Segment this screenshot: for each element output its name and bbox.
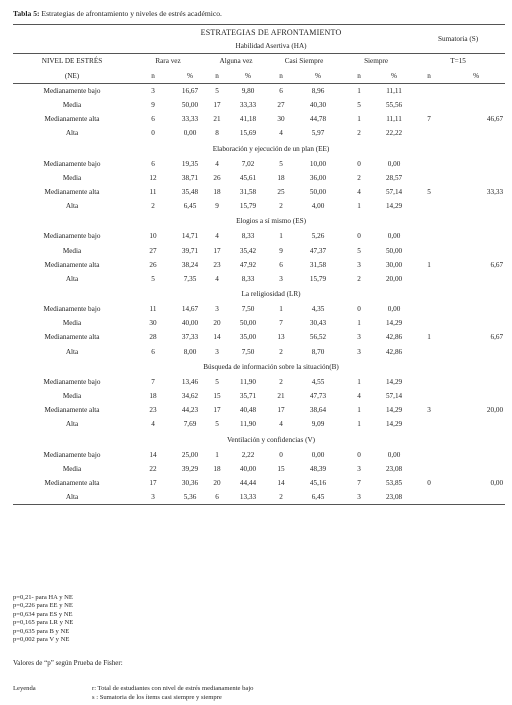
cell-n: 14 — [277, 478, 285, 487]
legend-line: s : Sumatoria de los ítems casi siempre y siempre — [92, 693, 222, 701]
cell-n: 6 — [215, 493, 219, 502]
table-row — [13, 462, 505, 476]
cell-n: 6 — [151, 159, 155, 168]
table-row — [13, 403, 505, 417]
n-header: n — [279, 71, 283, 80]
n-header: n — [357, 71, 361, 80]
cell-pct: 35,42 — [239, 246, 257, 255]
row-level: Alta — [65, 202, 79, 211]
cell-n: 0 — [279, 450, 283, 459]
section-title-row — [13, 141, 505, 157]
cell-pct: 40,00 — [181, 319, 199, 328]
cell-n: 1 — [357, 406, 361, 415]
table-row — [13, 199, 505, 213]
group-header: Casi Siempre — [284, 57, 324, 66]
legend-text — [92, 685, 253, 702]
table-row — [13, 126, 505, 140]
cell-pct: 30,00 — [385, 260, 403, 269]
cell-n: 17 — [213, 101, 221, 110]
row-level: Medianamente alta — [44, 478, 100, 487]
row-level: Medianamente bajo — [43, 159, 101, 168]
cell-n: 9 — [151, 101, 155, 110]
cell-n: 17 — [213, 406, 221, 415]
cell-n: 1 — [279, 305, 283, 314]
table-row — [13, 272, 505, 286]
group-header: Rara vez — [155, 57, 181, 66]
cell-pct: 38,24 — [181, 260, 199, 269]
cell-pct: 50,00 — [181, 101, 199, 110]
section-title-row — [13, 359, 505, 375]
cell-pct: 30,43 — [309, 319, 327, 328]
p-value-note: p=0,226 para EE y NE — [13, 602, 73, 610]
cell-pct: 38,64 — [309, 406, 327, 415]
row-level: Alta — [65, 420, 79, 429]
cell-n: 6 — [279, 260, 283, 269]
cell-pct: 44,78 — [309, 115, 327, 124]
cell-n: 6 — [151, 347, 155, 356]
cell-n: 0 — [357, 450, 361, 459]
cell-n: 2 — [279, 202, 283, 211]
cell-pct: 5,36 — [183, 493, 197, 502]
cell-n: 2 — [357, 173, 361, 182]
cell-pct: 6,45 — [183, 202, 197, 211]
cell-n: 3 — [357, 260, 361, 269]
cell-n: 4 — [279, 129, 283, 138]
sum-pct: 6,67 — [490, 333, 504, 342]
cell-pct: 4,35 — [311, 305, 325, 314]
sum-n: 1 — [427, 260, 431, 269]
cell-pct: 8,33 — [241, 274, 255, 283]
p-value-note: p=0,002 para V y NE — [13, 636, 70, 644]
row-level: Media — [62, 246, 82, 255]
cell-n: 3 — [357, 347, 361, 356]
cell-n: 8 — [215, 129, 219, 138]
cell-n: 27 — [277, 101, 285, 110]
cell-pct: 39,29 — [181, 464, 199, 473]
sum-pct: 33,33 — [486, 187, 504, 196]
cell-n: 3 — [151, 86, 155, 95]
cell-pct: 0,00 — [387, 450, 401, 459]
table-row — [13, 417, 505, 431]
cell-pct: 14,29 — [385, 420, 403, 429]
cell-pct: 0,00 — [311, 450, 325, 459]
cell-n: 5 — [215, 86, 219, 95]
cell-pct: 0,00 — [387, 232, 401, 241]
cell-n: 7 — [279, 319, 283, 328]
cell-n: 2 — [279, 493, 283, 502]
main-title: ESTRATEGIAS DE AFRONTAMIENTO — [200, 27, 342, 37]
cell-n: 18 — [213, 464, 221, 473]
cell-n: 0 — [357, 305, 361, 314]
cell-pct: 14,29 — [385, 319, 403, 328]
pct-header: % — [187, 71, 193, 80]
cell-pct: 8,00 — [183, 347, 197, 356]
sum-n: 5 — [427, 187, 431, 196]
cell-n: 23 — [149, 406, 157, 415]
cell-pct: 33,33 — [239, 101, 257, 110]
cell-n: 15 — [277, 464, 285, 473]
cell-n: 15 — [213, 392, 221, 401]
row-level: Medianamente bajo — [43, 450, 101, 459]
cell-pct: 14,67 — [181, 305, 199, 314]
cell-pct: 4,55 — [311, 377, 325, 386]
table-row — [13, 345, 505, 359]
pct-header: % — [315, 71, 321, 80]
row-level: Media — [62, 101, 82, 110]
level-col-header: NIVEL DE ESTRÉS — [41, 57, 103, 66]
cell-n: 21 — [213, 115, 221, 124]
cell-n: 5 — [151, 274, 155, 283]
cell-n: 1 — [357, 202, 361, 211]
cell-pct: 50,00 — [385, 246, 403, 255]
n-header: n — [427, 71, 431, 80]
row-level: Media — [62, 319, 82, 328]
cell-pct: 19,35 — [181, 159, 199, 168]
sum-n: 3 — [427, 406, 431, 415]
cell-pct: 28,57 — [385, 173, 403, 182]
cell-n: 4 — [151, 420, 155, 429]
cell-n: 1 — [357, 420, 361, 429]
table-row — [13, 171, 505, 185]
cell-pct: 7,02 — [241, 159, 255, 168]
cell-n: 11 — [149, 187, 157, 196]
cell-pct: 44,23 — [181, 406, 199, 415]
cell-pct: 40,30 — [309, 101, 327, 110]
cell-pct: 11,90 — [240, 377, 256, 386]
row-level: Medianamente bajo — [43, 86, 101, 95]
table-row — [13, 258, 505, 272]
table-row — [13, 243, 505, 257]
row-level: Media — [62, 173, 82, 182]
cell-n: 5 — [215, 420, 219, 429]
cell-pct: 30,36 — [181, 478, 199, 487]
cell-pct: 2,22 — [241, 450, 255, 459]
cell-n: 3 — [215, 305, 219, 314]
group-header: Alguna vez — [219, 57, 253, 66]
table-row — [13, 375, 505, 389]
cell-pct: 57,14 — [385, 392, 403, 401]
section-title-row — [13, 213, 505, 229]
caption-text: Estrategias de afrontamiento y niveles de estrés académico. — [39, 9, 222, 18]
p-value-note: p=0,21- para HA y NE — [13, 594, 73, 601]
cell-n: 23 — [213, 260, 221, 269]
cell-n: 0 — [151, 129, 155, 138]
cell-n: 1 — [357, 86, 361, 95]
cell-n: 0 — [357, 232, 361, 241]
cell-n: 4 — [357, 392, 361, 401]
row-level: Alta — [65, 274, 79, 283]
cell-pct: 23,08 — [385, 464, 403, 473]
cell-pct: 57,14 — [385, 187, 403, 196]
cell-n: 18 — [277, 173, 285, 182]
table-row — [13, 302, 505, 316]
table-row — [13, 98, 505, 112]
cell-pct: 42,86 — [385, 333, 403, 342]
cell-n: 2 — [151, 202, 155, 211]
cell-pct: 7,50 — [241, 347, 255, 356]
cell-n: 4 — [279, 420, 283, 429]
row-level: Medianamente bajo — [43, 305, 101, 314]
row-level: Medianamente alta — [44, 260, 100, 269]
sum-pct: 20,00 — [486, 406, 504, 415]
sum-pct: 6,67 — [490, 260, 504, 269]
cell-n: 20 — [213, 478, 221, 487]
row-level: Alta — [65, 493, 79, 502]
n-header: n — [215, 71, 219, 80]
row-level: Medianamente alta — [44, 406, 100, 415]
table-row — [13, 316, 505, 330]
group-header: Siempre — [364, 57, 389, 66]
cell-pct: 0,00 — [387, 159, 401, 168]
cell-pct: 48,39 — [309, 464, 327, 473]
cell-pct: 40,00 — [239, 464, 257, 473]
cell-pct: 47,92 — [239, 260, 257, 269]
cell-pct: 7,35 — [183, 274, 197, 283]
section-title-first: Habilidad Asertiva (HA) — [235, 42, 307, 51]
row-level: Medianamente bajo — [43, 232, 101, 241]
cell-pct: 55,56 — [385, 101, 403, 110]
cell-pct: 39,71 — [181, 246, 199, 255]
row-level: Medianamente alta — [44, 333, 100, 342]
table-row — [13, 330, 505, 344]
cell-n: 1 — [357, 319, 361, 328]
pct-header: % — [391, 71, 398, 80]
table-row — [13, 476, 505, 490]
cell-n: 5 — [215, 377, 219, 386]
row-level: Media — [62, 392, 82, 401]
cell-n: 27 — [149, 246, 157, 255]
section-title-row — [13, 286, 505, 302]
cell-n: 26 — [149, 260, 157, 269]
p-value-note: p=0,165 para LR y NE — [13, 619, 74, 627]
cell-pct: 38,71 — [181, 173, 199, 182]
cell-pct: 0,00 — [183, 129, 197, 138]
cell-n: 4 — [357, 187, 361, 196]
cell-pct: 6,45 — [311, 493, 325, 502]
p-values-notes — [13, 594, 73, 644]
cell-n: 30 — [277, 115, 285, 124]
section-title: Elaboración y ejecución de un plan (EE) — [212, 144, 330, 153]
cell-pct: 33,33 — [181, 115, 199, 124]
cell-n: 2 — [279, 347, 283, 356]
n-header: n — [151, 71, 155, 80]
cell-n: 30 — [149, 319, 157, 328]
cell-pct: 41,18 — [239, 115, 257, 124]
cell-n: 17 — [213, 246, 221, 255]
cell-pct: 23,08 — [385, 493, 403, 502]
cell-pct: 15,79 — [309, 274, 327, 283]
table-row — [13, 448, 505, 462]
section-title: Elogios a sí mismo (ES) — [236, 217, 306, 226]
cell-pct: 47,73 — [309, 392, 327, 401]
row-level: Medianamente alta — [44, 187, 100, 196]
cell-n: 0 — [357, 159, 361, 168]
coping-stress-table — [13, 24, 505, 505]
sumatoria-header: Sumatoria (S) — [438, 35, 479, 44]
cell-pct: 56,52 — [309, 333, 327, 342]
table-row — [13, 185, 505, 199]
cell-pct: 11,90 — [240, 420, 256, 429]
cell-n: 6 — [151, 115, 155, 124]
cell-pct: 10,00 — [309, 159, 327, 168]
cell-n: 3 — [215, 347, 219, 356]
cell-n: 11 — [149, 305, 157, 314]
row-level: Medianamente bajo — [43, 377, 101, 386]
table-row — [13, 112, 505, 126]
cell-pct: 40,48 — [239, 406, 257, 415]
sum-n: 1 — [427, 333, 431, 342]
cell-pct: 14,71 — [181, 232, 199, 241]
cell-pct: 50,00 — [239, 319, 257, 328]
cell-pct: 5,26 — [311, 232, 325, 241]
cell-n: 13 — [277, 333, 285, 342]
cell-n: 17 — [277, 406, 285, 415]
cell-pct: 35,00 — [239, 333, 257, 342]
cell-n: 1 — [357, 377, 361, 386]
cell-n: 5 — [279, 159, 283, 168]
cell-n: 2 — [279, 377, 283, 386]
legend-label: Leyenda — [13, 685, 36, 692]
cell-pct: 8,33 — [241, 232, 255, 241]
cell-n: 22 — [149, 464, 157, 473]
table-row — [13, 490, 505, 505]
table-body — [13, 83, 505, 505]
cell-n: 5 — [357, 101, 361, 110]
cell-n: 28 — [149, 333, 157, 342]
cell-n: 12 — [149, 173, 157, 182]
cell-pct: 37,33 — [181, 333, 199, 342]
sum-n: 7 — [427, 115, 431, 124]
cell-pct: 22,22 — [385, 129, 403, 138]
cell-n: 1 — [215, 450, 219, 459]
cell-pct: 15,79 — [239, 202, 257, 211]
section-title: Búsqueda de información sobre la situación(B) — [203, 362, 339, 371]
cell-pct: 34,62 — [181, 392, 199, 401]
row-level: Alta — [65, 347, 79, 356]
cell-pct: 15,69 — [239, 129, 257, 138]
cell-n: 1 — [357, 115, 361, 124]
cell-n: 20 — [213, 319, 221, 328]
cell-n: 4 — [215, 232, 219, 241]
cell-n: 3 — [357, 493, 361, 502]
cell-pct: 11,11 — [386, 86, 402, 95]
cell-pct: 14,29 — [385, 406, 403, 415]
fisher-note: Valores de “p” según Prueba de Fisher: — [13, 659, 123, 667]
caption-label: Tabla 5: — [13, 9, 40, 18]
cell-pct: 50,00 — [309, 187, 327, 196]
cell-n: 7 — [357, 478, 361, 487]
cell-n: 3 — [279, 274, 283, 283]
table-row — [13, 229, 505, 243]
cell-n: 2 — [357, 129, 361, 138]
cell-pct: 42,86 — [385, 347, 403, 356]
cell-n: 18 — [213, 187, 221, 196]
cell-n: 5 — [357, 246, 361, 255]
cell-n: 18 — [149, 392, 157, 401]
cell-pct: 36,00 — [309, 173, 327, 182]
cell-pct: 8,70 — [311, 347, 325, 356]
pct-header: % — [245, 71, 251, 80]
cell-pct: 44,44 — [239, 478, 257, 487]
table-row — [13, 389, 505, 403]
row-level: Medianamente alta — [44, 115, 100, 124]
cell-pct: 5,97 — [311, 129, 325, 138]
cell-pct: 47,37 — [309, 246, 327, 255]
cell-n: 21 — [277, 392, 285, 401]
cell-pct: 8,96 — [311, 86, 325, 95]
cell-n: 26 — [213, 173, 221, 182]
cell-n: 1 — [279, 232, 283, 241]
cell-pct: 45,61 — [239, 173, 257, 182]
cell-pct: 31,58 — [239, 187, 257, 196]
cell-n: 9 — [215, 202, 219, 211]
cell-pct: 14,29 — [385, 202, 403, 211]
cell-pct: 11,11 — [386, 115, 402, 124]
legend-line: r: Total de estudiantes con nivel de estrés medianamente bajo — [92, 685, 254, 692]
cell-pct: 35,48 — [181, 187, 199, 196]
cell-n: 10 — [149, 232, 157, 241]
cell-n: 4 — [215, 274, 219, 283]
section-title: La religiosidad (LR) — [241, 290, 301, 298]
section-title: Ventilación y confidencias (V) — [227, 435, 316, 444]
cell-n: 3 — [357, 464, 361, 473]
table-caption — [13, 9, 222, 18]
cell-n: 3 — [357, 333, 361, 342]
cell-n: 7 — [151, 377, 155, 386]
cell-n: 25 — [277, 187, 285, 196]
cell-pct: 31,58 — [309, 260, 327, 269]
cell-n: 9 — [279, 246, 283, 255]
row-level: Alta — [65, 129, 79, 138]
row-level: Media — [62, 464, 82, 473]
cell-n: 14 — [149, 450, 157, 459]
cell-pct: 35,71 — [239, 392, 257, 401]
cell-pct: 20,00 — [385, 274, 403, 283]
cell-n: 4 — [215, 159, 219, 168]
cell-pct: 53,85 — [385, 478, 403, 487]
cell-pct: 7,50 — [241, 305, 255, 314]
section-title-row — [13, 432, 505, 448]
cell-pct: 16,67 — [181, 86, 199, 95]
cell-n: 6 — [279, 86, 283, 95]
cell-n: 17 — [149, 478, 157, 487]
cell-n: 2 — [357, 274, 361, 283]
pct-header: % — [473, 71, 480, 80]
t-header: T=15 — [450, 57, 466, 66]
cell-pct: 45,16 — [309, 478, 327, 487]
table-row — [13, 157, 505, 171]
cell-n: 3 — [151, 493, 155, 502]
sum-pct: 0,00 — [490, 478, 504, 487]
cell-pct: 14,29 — [385, 377, 403, 386]
cell-pct: 9,80 — [241, 86, 255, 95]
sum-pct: 46,67 — [486, 115, 504, 124]
p-value-note: p=0,635 para B y NE — [13, 627, 70, 635]
level-abbr-header: (NE) — [64, 71, 80, 80]
cell-n: 14 — [213, 333, 221, 342]
cell-pct: 4,00 — [311, 202, 325, 211]
cell-pct: 7,69 — [183, 420, 197, 429]
table-row — [13, 83, 505, 98]
cell-pct: 25,00 — [181, 450, 199, 459]
cell-pct: 9,09 — [311, 420, 325, 429]
p-value-note: p=0,634 para ES y NE — [13, 610, 73, 618]
sum-n: 0 — [427, 478, 431, 487]
cell-pct: 13,46 — [181, 377, 199, 386]
cell-pct: 13,33 — [239, 493, 257, 502]
cell-pct: 0,00 — [387, 305, 401, 314]
